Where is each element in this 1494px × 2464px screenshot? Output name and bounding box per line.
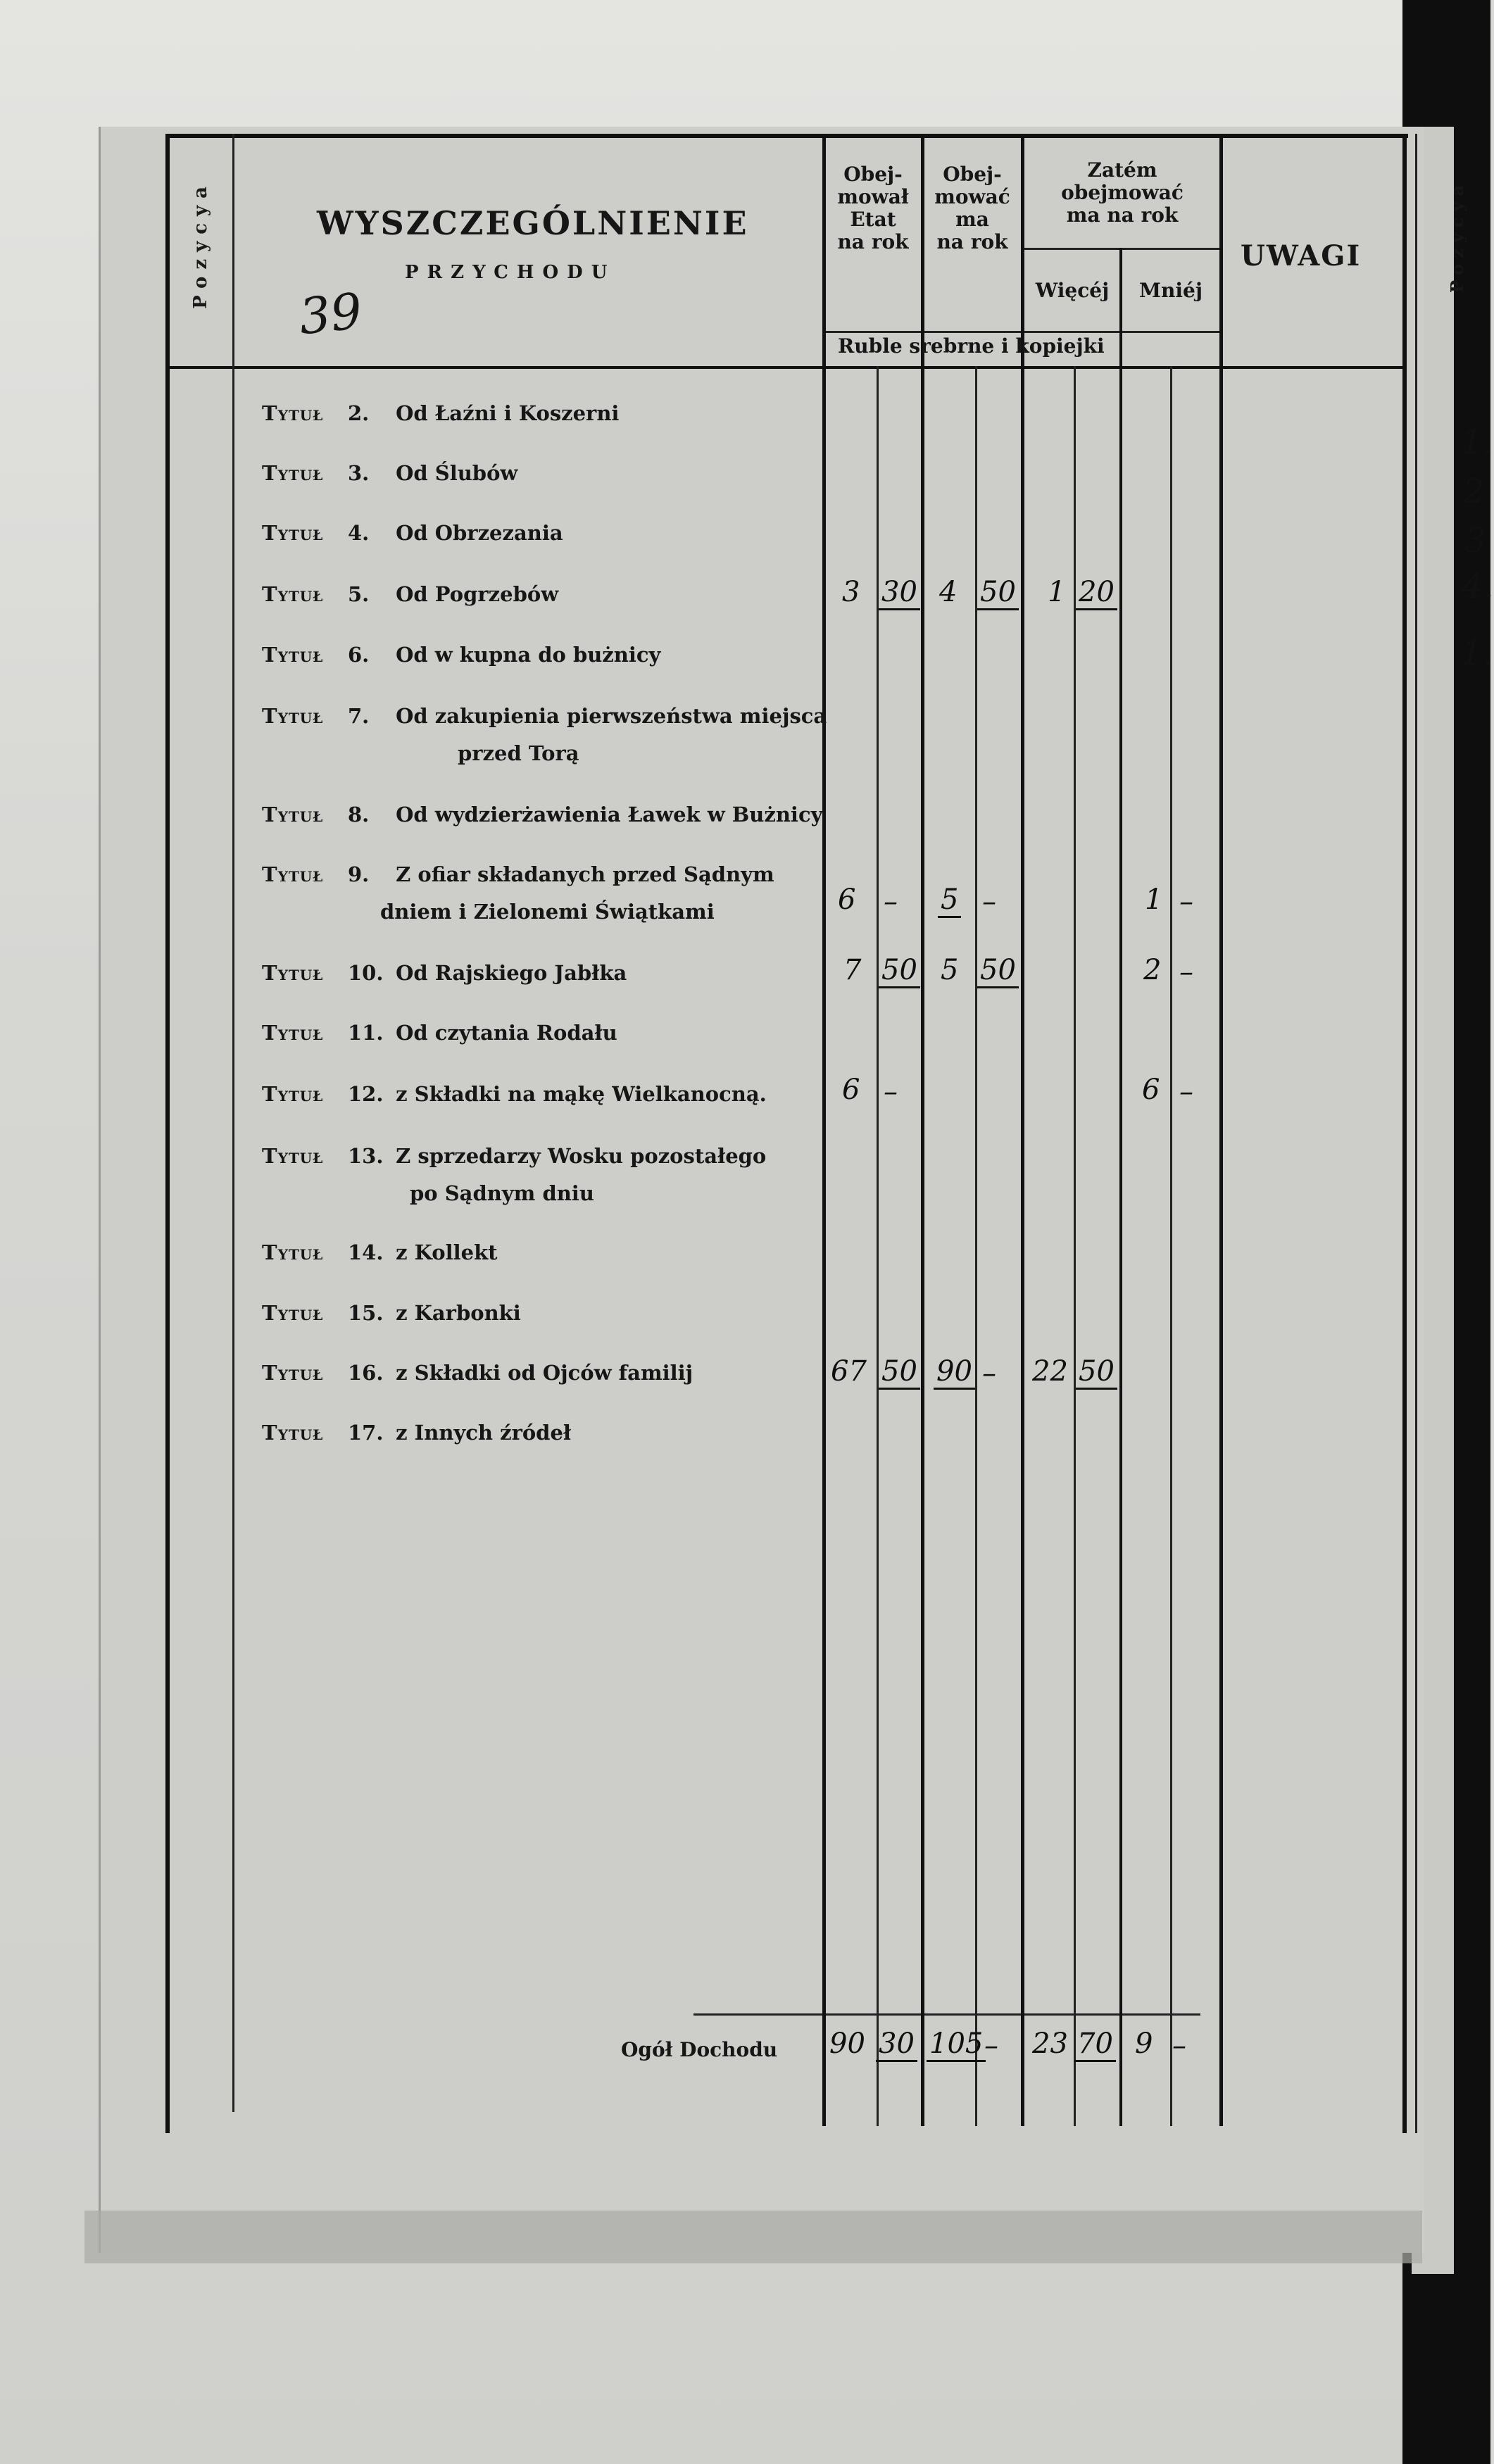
uwagi-left-line bbox=[1219, 134, 1223, 2126]
row-label: Od zakupienia pierwszeństwa miejsca bbox=[396, 704, 827, 728]
row-label-continuation: przed Torą bbox=[458, 741, 579, 765]
ledger-sheet bbox=[99, 127, 1424, 2253]
row16-col1-rubles: 67 bbox=[831, 1355, 867, 1388]
table-row: Tytuł 16. z Składki od Ojców familij bbox=[262, 1361, 693, 1385]
total-col4-kopecks: – bbox=[1172, 2030, 1186, 2062]
row9-col4-kopecks: – bbox=[1179, 886, 1193, 918]
row-label: Od Łaźni i Koszerni bbox=[396, 401, 620, 425]
row-label-continuation: dniem i Zielonemi Świątkami bbox=[380, 900, 715, 924]
table-row: Tytuł 2. Od Łaźni i Koszerni bbox=[262, 401, 620, 425]
table-row: Tytuł 8. Od wydzierżawienia Ławek w Bużnicy bbox=[262, 803, 823, 826]
row-label-continuation: po Sądnym dniu bbox=[410, 1181, 594, 1205]
row16-col2-rubles: 90 bbox=[934, 1355, 975, 1390]
row10-col2-rubles: 5 bbox=[941, 954, 959, 986]
right-page-border bbox=[1415, 134, 1417, 2133]
row9-col4-rubles: 1 bbox=[1145, 884, 1163, 916]
table-row: Tytuł 12. z Składki na mąkę Wielkanocną. bbox=[262, 1082, 767, 1106]
row-label: Od Rajskiego Jabłka bbox=[396, 961, 627, 985]
col1-left-line bbox=[822, 134, 826, 2126]
row10-col4-kopecks: – bbox=[1179, 956, 1193, 988]
row5-col3-rubles: 1 bbox=[1048, 576, 1066, 608]
row10-col2-kopecks: 50 bbox=[977, 954, 1019, 988]
row-label: z Składki na mąkę Wielkanocną. bbox=[396, 1082, 767, 1106]
col2-left-line bbox=[921, 134, 924, 2126]
row-label: z Karbonki bbox=[396, 1301, 521, 1325]
total-col1-rubles: 90 bbox=[829, 2028, 865, 2060]
total-col2-kopecks: – bbox=[984, 2030, 998, 2062]
header-bottom-border bbox=[165, 366, 1405, 369]
table-row: Tytuł 5. Od Pogrzebów bbox=[262, 582, 559, 606]
total-line bbox=[693, 2013, 1200, 2016]
table-row: Tytuł 11. Od czytania Rodału bbox=[262, 1021, 617, 1045]
header-obejmowac-ma: Obej- mować ma na rok bbox=[934, 163, 1010, 253]
row9-col2-kopecks: – bbox=[982, 886, 996, 918]
header-obejmowal-etat: Obej- mował Etat na rok bbox=[837, 163, 909, 253]
row16-col1-kopecks: 50 bbox=[879, 1355, 920, 1390]
row10-col1-rubles: 7 bbox=[843, 954, 862, 986]
row10-col4-rubles: 2 bbox=[1143, 954, 1162, 986]
total-col3-rubles: 23 bbox=[1032, 2028, 1068, 2060]
row5-col1-kopecks: 30 bbox=[879, 576, 920, 610]
row5-col2-kopecks: 50 bbox=[977, 576, 1019, 610]
table-row: Tytuł 13. Z sprzedarzy Wosku pozostałego bbox=[262, 1144, 767, 1168]
margin-mark: 4. bbox=[1462, 567, 1494, 606]
header-zatem-obejmowac: Zatém obejmować ma na rok bbox=[1061, 158, 1184, 227]
next-page-pozycja-label: Pozycya bbox=[1447, 180, 1467, 294]
row-label: Od czytania Rodału bbox=[396, 1021, 617, 1045]
row12-col1-kopecks: – bbox=[884, 1076, 898, 1108]
row-label: z Kollekt bbox=[396, 1240, 498, 1264]
row-label: Z ofiar składanych przed Sądnym bbox=[396, 862, 774, 886]
total-col4-rubles: 9 bbox=[1135, 2028, 1153, 2060]
col3-kop-line bbox=[1074, 366, 1076, 2126]
total-col3-kopecks: 70 bbox=[1074, 2028, 1116, 2062]
table-row: Tytuł 4. Od Obrzezania bbox=[262, 521, 563, 545]
margin-mark: 1. bbox=[1461, 634, 1493, 673]
row16-col2-kopecks: – bbox=[982, 1357, 996, 1390]
col4-left-line bbox=[1119, 248, 1122, 2126]
table-row: Tytuł 15. z Karbonki bbox=[262, 1301, 521, 1325]
table-row: Tytuł 9. Z ofiar składanych przed Sądnym bbox=[262, 862, 774, 886]
table-row: Tytuł 14. z Kollekt bbox=[262, 1240, 498, 1264]
row-label: Od wydzierżawienia Ławek w Bużnicy bbox=[396, 803, 823, 826]
col2-kop-line bbox=[975, 366, 977, 2126]
row-label: z Innych źródeł bbox=[396, 1421, 572, 1445]
row5-col2-rubles: 4 bbox=[939, 576, 958, 608]
handwritten-page-number: 39 bbox=[296, 282, 365, 346]
table-row: Tytuł 17. z Innych źródeł bbox=[262, 1421, 572, 1445]
row12-col1-rubles: 6 bbox=[842, 1074, 860, 1106]
pozycja-column-line bbox=[232, 134, 234, 2112]
row16-col3-rubles: 22 bbox=[1032, 1355, 1068, 1388]
row5-col1-rubles: 3 bbox=[842, 576, 860, 608]
total-col1-kopecks: 30 bbox=[876, 2028, 917, 2062]
table-row: Tytuł 3. Od Ślubów bbox=[262, 461, 518, 485]
header-uwagi: UWAGI bbox=[1241, 239, 1362, 272]
left-border bbox=[165, 134, 170, 2133]
row-label: Od Ślubów bbox=[396, 461, 518, 485]
table-title: WYSZCZEGÓLNIENIE bbox=[317, 204, 749, 242]
margin-mark: 1. bbox=[1461, 422, 1493, 462]
table-row: Tytuł 6. Od w kupna do bużnicy bbox=[262, 643, 661, 667]
row10-col1-kopecks: 50 bbox=[879, 954, 920, 988]
row-label: Od Obrzezania bbox=[396, 521, 563, 545]
bottom-shadow bbox=[84, 2211, 1422, 2263]
row-label: Z sprzedarzy Wosku pozostałego bbox=[396, 1144, 767, 1168]
row12-col4-kopecks: – bbox=[1179, 1076, 1193, 1108]
total-col2-rubles: 105 bbox=[927, 2028, 986, 2062]
header-split-line bbox=[1024, 248, 1222, 250]
pozycja-label: Pozycya bbox=[190, 180, 211, 309]
header-mniej: Mniéj bbox=[1139, 279, 1203, 302]
row16-col3-kopecks: 50 bbox=[1076, 1355, 1117, 1390]
row9-col1-kopecks: – bbox=[884, 886, 898, 918]
header-wiecej: Więcéj bbox=[1035, 279, 1110, 302]
row-label: Od w kupna do bużnicy bbox=[396, 643, 661, 667]
margin-mark: 3 bbox=[1464, 521, 1486, 560]
row-label: z Składki od Ojców familij bbox=[396, 1361, 693, 1385]
col4-kop-line bbox=[1170, 366, 1172, 2126]
col1-kop-line bbox=[877, 366, 879, 2126]
row-label: Od Pogrzebów bbox=[396, 582, 559, 606]
total-label: Ogół Dochodu bbox=[621, 2038, 778, 2061]
margin-mark: 2 bbox=[1463, 472, 1485, 511]
right-border bbox=[1402, 134, 1407, 2133]
table-row: Tytuł 10. Od Rajskiego Jabłka bbox=[262, 961, 627, 985]
row12-col4-rubles: 6 bbox=[1142, 1074, 1160, 1106]
row9-col2-rubles: 5 bbox=[938, 884, 961, 918]
row5-col3-kopecks: 20 bbox=[1076, 576, 1117, 610]
table-row: Tytuł 7. Od zakupienia pierwszeństwa miejsca bbox=[262, 704, 827, 728]
col3-left-line bbox=[1021, 134, 1024, 2126]
units-label: Ruble srebrne i kopiejki bbox=[838, 334, 1105, 358]
table-subtitle: PRZYCHODU bbox=[405, 262, 616, 283]
row9-col1-rubles: 6 bbox=[838, 884, 856, 916]
